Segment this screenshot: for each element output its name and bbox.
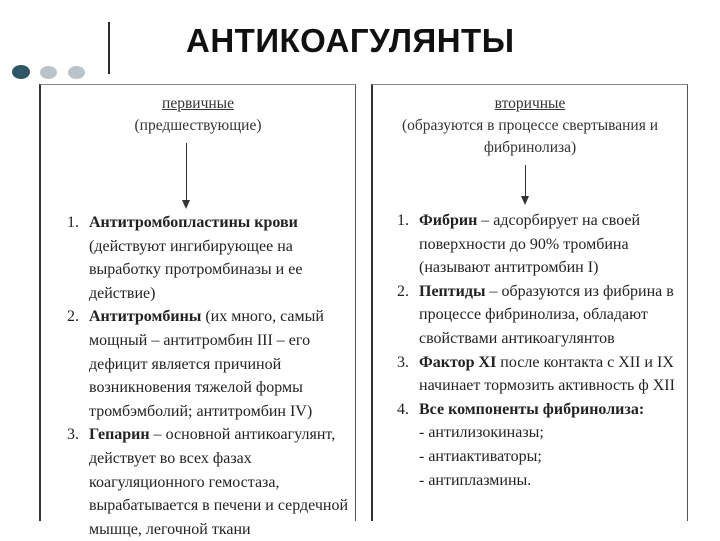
right-heading-block <box>373 93 687 159</box>
list-item: 2. Пептиды – образуются из фибрина в процессе фибринолиза, обладают свойствами антикоагулянтов <box>397 282 674 347</box>
sub-list-item: - антиактиваторы; <box>419 447 542 465</box>
left-subheading: (предшествующие) <box>134 117 262 134</box>
dot-light <box>68 66 85 79</box>
right-list <box>397 209 681 492</box>
primary-anticoagulants-panel <box>39 84 356 538</box>
page-title: АНТИКОАГУЛЯНТЫ <box>186 22 515 59</box>
list-item: 3. Гепарин – основной антикоагулянт, действует во всех фазах коагуляционного гемостаза, вырабатывается в печени и сердечной мышце, легочной ткани <box>67 426 349 538</box>
left-heading: первичные <box>162 95 234 112</box>
list-item: 1. Фибрин – адсорбирует на своей поверхности до 90% тромбина (называют антитромбин I) <box>397 212 641 277</box>
right-subheading: (образуются в процессе свертывания и фибринолиза) <box>401 117 659 156</box>
dot-dark <box>12 65 30 79</box>
sub-list-item: - антилизокиназы; <box>419 424 544 442</box>
title-divider <box>108 22 110 74</box>
sub-list-item: - антиплазмины. <box>419 471 532 489</box>
secondary-anticoagulants-panel <box>371 84 688 521</box>
list-item: 4. Все компоненты фибринолиза: <box>397 400 645 418</box>
left-list <box>67 211 349 541</box>
left-arrow-icon <box>186 143 187 207</box>
list-item: 1. Антитромбопластины крови (действуют ингибирующее на выработку протромбиназы и ее действие) <box>67 214 303 302</box>
list-item: 2. Антитромбины (их много, самый мощный – антитромбин III – его дефицит является причиной возникновения тяжелой формы тромбэмболий; антитромбин IV) <box>67 308 324 420</box>
right-heading: вторичные <box>494 95 566 112</box>
right-arrow-icon <box>525 165 526 203</box>
list-item: 3. Фактор XI после контакта с XII и IX начинает тормозить активность ф XII <box>397 353 675 395</box>
left-heading-block <box>41 93 355 137</box>
dot-light <box>40 66 57 79</box>
